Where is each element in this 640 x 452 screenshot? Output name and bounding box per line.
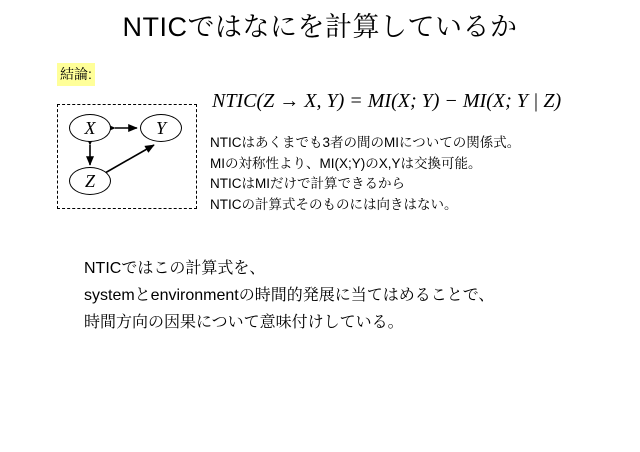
causal-graph-container: [57, 104, 197, 209]
ntic-formula: NTIC(Z → X, Y) = MI(X; Y) − MI(X; Y | Z): [212, 90, 562, 112]
note-line: NTICはあくまでも3者の間のMIについての関係式。: [210, 135, 521, 150]
graph-node-x: X: [69, 114, 111, 142]
note-line: NTICの計算式そのものには向きはない。: [210, 196, 458, 212]
conclusion-label: 結論:: [57, 63, 95, 86]
body-line: NTICではこの計算式を、: [84, 260, 266, 277]
body-line: 時間方向の因果について意味付けしている。: [84, 314, 404, 331]
graph-node-z: Z: [69, 167, 111, 195]
notes-list: [210, 133, 520, 215]
graph-node-y: Y: [140, 114, 182, 142]
body-line: systemとenvironmentの時間的発展に当てはめることで、: [84, 287, 495, 304]
note-line: MIの対称性より、MI(X;Y)のX,Yは交換可能。: [210, 155, 482, 171]
body-text: [84, 255, 494, 336]
note-line: NTICはMIだけで計算できるから: [210, 176, 405, 191]
page-title: NTICではなにを計算しているか: [122, 12, 518, 42]
